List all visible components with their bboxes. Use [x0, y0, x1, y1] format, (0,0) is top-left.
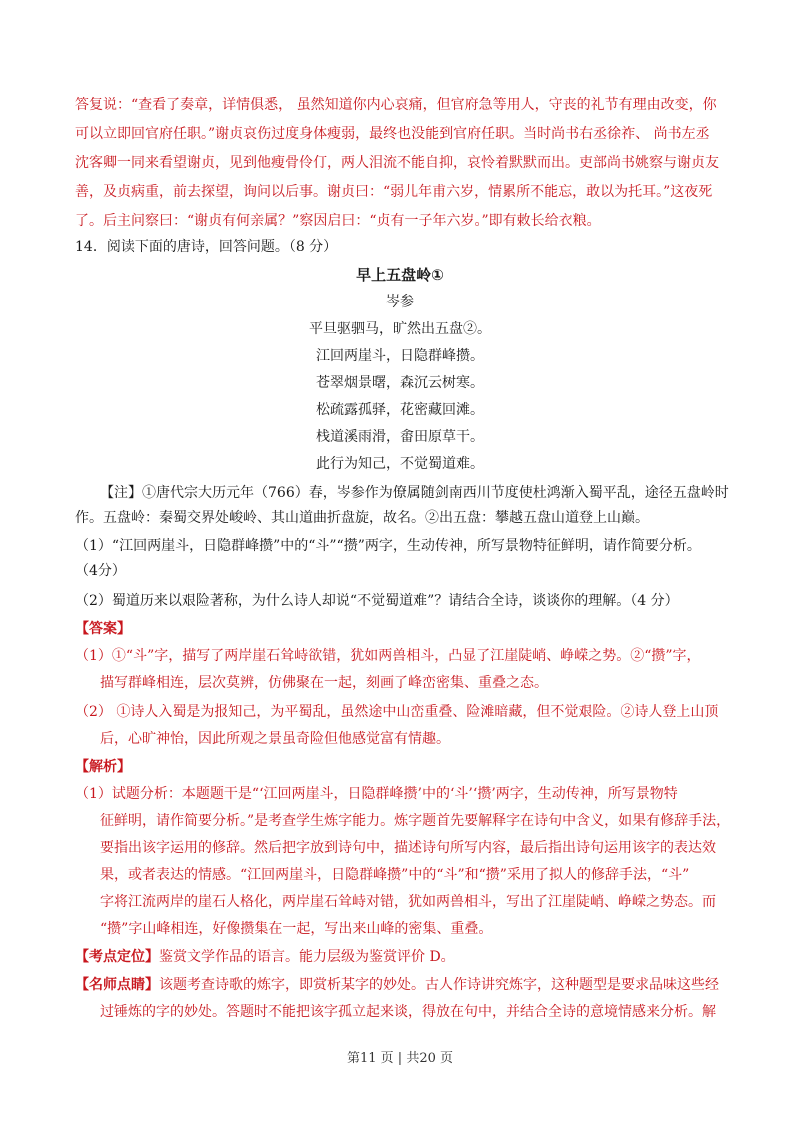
mingshi-text-1: 该题考查诗歌的炼字，即赏析某字的妙处。古人作诗讲究炼字，这种题型是要求品味这些经 [159, 977, 719, 993]
poem-author: 岑参 [386, 294, 414, 310]
poem-line-4: 松疏露孤驿，花密藏回滩。 [316, 402, 484, 418]
answer-label: 【答案】 [75, 621, 131, 637]
subquestion-2: （2）蜀道历来以艰险著称，为什么诗人却说“不觉蜀道难”？请结合全诗，谈谈你的理解。（4 分） [75, 593, 679, 609]
poem-line-2: 江回两崖斗，日隐群峰攒。 [316, 348, 484, 364]
translation-line-3: 沈客卿一同来看望谢贞，见到他瘦骨伶仃，两人泪流不能自抑，哀怜着默默而出。吏部尚书姚察与谢贞友 [75, 155, 719, 171]
kaodian-row [75, 945, 725, 969]
mingshi-line-2: 过锤炼的字的妙处。答题时不能把该字孤立起来谈，得放在句中，并结合全诗的意境情感来分析。解 [100, 1004, 716, 1020]
analysis-label: 【解析】 [75, 759, 131, 775]
translation-line-2: 可以立即回官府任职。”谢贞哀伤过度身体瘦弱，最终也没能到官府任职。当时尚书右丞徐祚、 尚书左丞 [75, 126, 710, 142]
subquestion-1-line-2: （4分） [75, 563, 126, 579]
answer-1-line-1: （1）①“斗”字，描写了两岸崖石耸峙欲错，犹如两兽相斗，凸显了江崖陡峭、峥嵘之势。②“攒”字， [75, 648, 701, 664]
translation-line-1: 答复说：“查看了奏章，详情俱悉， 虽然知道你内心哀痛，但官府急等用人，守丧的礼节有理由改变，你 [75, 97, 717, 113]
poem-line-3: 苍翠烟景曙，森沉云树寒。 [316, 375, 484, 391]
poem-title: 早上五盘岭① [356, 266, 444, 284]
note-line-1: 【注】①唐代宗大历元年（766）春，岑参作为僚属随剑南西川节度使杜鸿渐入蜀平乱，途径五盘岭时 [100, 485, 729, 501]
translation-line-4: 善，及贞病重，前去探望，询问以后事。谢贞曰：“弱儿年甫六岁，情累所不能忘，敢以为托耳。”这夜死 [75, 184, 713, 200]
subquestion-1-line-1: （1）“江回两崖斗，日隐群峰攒”中的“斗”“攒”两字，生动传神，所写景物特征鲜明，请作简要分析。 [75, 538, 701, 554]
analysis-line-6: “攒”字山峰相连，好像攒集在一起，写出来山峰的密集、重叠。 [100, 921, 493, 937]
poem-line-5: 栈道溪雨滑，畬田原草干。 [316, 429, 484, 445]
poem-line-6: 此行为知己，不觉蜀道难。 [316, 456, 484, 472]
answer-1-line-2: 描写群峰相连，层次莫辨，仿佛聚在一起，刻画了峰峦密集、重叠之态。 [100, 675, 548, 691]
kaodian-text: 鉴赏文学作品的语言。能力层级为鉴赏评价 D。 [159, 949, 455, 965]
note-line-2: 作。五盘岭：秦蜀交界处峻岭、其山道曲折盘旋，故名。②出五盘：攀越五盘山道登上山巅。 [75, 510, 649, 526]
kaodian-label: 【考点定位】 [75, 949, 159, 965]
mingshi-row [75, 973, 725, 997]
analysis-line-2: 征鲜明，请作简要分析。”是考查学生炼字能力。炼字题首先要解释字在诗句中含义，如果有修辞手法， [100, 813, 731, 829]
analysis-line-5: 字将江流两岸的崖石人格化，两岸崖石耸峙对错，犹如两兽相斗，写出了江崖陡峭、峥嵘之势态。而 [100, 894, 716, 910]
mingshi-label: 【名师点睛】 [75, 977, 159, 993]
question-header: 14．阅读下面的唐诗，回答问题。（8 分） [75, 239, 338, 255]
analysis-line-3: 要指出该字运用的修辞。然后把字放到诗句中，描述诗句所写内容，最后指出诗句运用该字的表达效 [100, 840, 716, 856]
analysis-line-4: 果，或者表达的情感。“江回两崖斗，日隐群峰攒”中的“斗”和“攒”采用了拟人的修辞手法，“斗” [100, 867, 690, 883]
page-footer: 第11 页 | 共20 页 [347, 1051, 453, 1066]
answer-2-line-2: 后，心旷神怡，因此所观之景虽奇险但他感觉富有情趣。 [100, 731, 450, 747]
translation-line-5: 了。后主问察曰：“谢贞有何亲属？”察因启曰：“贞有一子年六岁。”即有敕长给衣粮。 [75, 213, 601, 229]
poem-line-1: 平旦驱驷马，旷然出五盘②。 [309, 321, 491, 337]
analysis-line-1: （1）试题分析：本题题干是“‘江回两崖斗，日隐群峰攒’中的‘斗’‘攒’两字，生动传神，所写景物特 [75, 786, 678, 802]
answer-2-line-1: （2） ①诗人入蜀是为报知己，为平蜀乱，虽然途中山峦重叠、险滩暗藏，但不觉艰险。②诗人登上山顶 [75, 704, 719, 720]
